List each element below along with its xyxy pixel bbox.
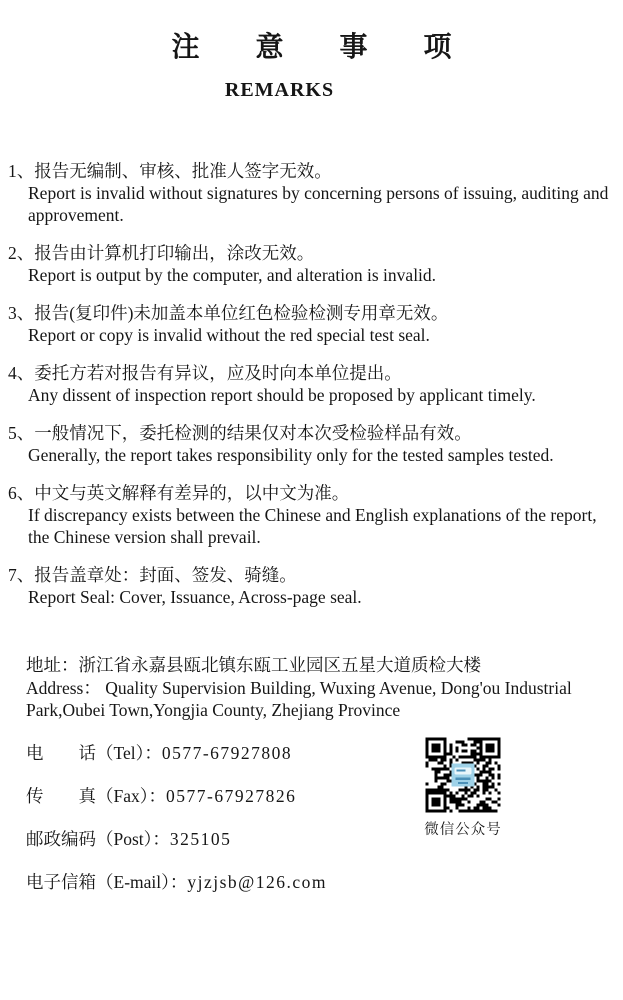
remark-number: 1、 — [8, 161, 35, 181]
contact-label-tel: 电 话（Tel）： — [26, 742, 162, 763]
remark-zh-line — [8, 242, 613, 264]
remark-text-zh: 委托方若对报告有异议，应及时向本单位提出。 — [34, 363, 402, 383]
remark-text-zh: 报告无编制、审核、批准人签字无效。 — [34, 161, 332, 181]
wechat-qr-code-icon — [424, 736, 502, 814]
remark-item-2 — [8, 242, 613, 286]
remark-text-zh: 中文与英文解释有差异的，以中文为准。 — [34, 483, 350, 503]
remark-item-5 — [8, 422, 613, 466]
remark-text-zh: 报告由计算机打印输出，涂改无效。 — [34, 243, 315, 263]
remark-number: 7、 — [8, 565, 35, 585]
contact-value-tel: 0577-67927808 — [161, 742, 293, 763]
remarks-list — [0, 160, 623, 608]
remark-zh-line — [8, 362, 613, 384]
contact-row-tel — [26, 742, 613, 764]
contact-row-post — [26, 828, 613, 850]
remark-zh-line — [8, 482, 613, 504]
remark-zh-line — [8, 564, 613, 586]
remark-text-en: Report is output by the computer, and alteration is invalid. — [28, 265, 437, 285]
address-line-en: Address： Quality Supervision Building, Wuxing Avenue, Dong'ou Industrial Park,Oubei Town,Yongjia County, Zhejiang Province — [26, 677, 572, 720]
page-title-en: REMARKS — [224, 79, 335, 101]
contact-label-email: 电子信箱（E-mail）： — [26, 871, 188, 892]
address-line-zh: 地址：浙江省永嘉县瓯北镇东瓯工业园区五星大道质检大楼 — [26, 655, 481, 675]
remark-text-en: Report Seal: Cover, Issuance, Across-page seal. — [28, 587, 362, 607]
remark-zh-line — [8, 422, 613, 444]
contact-row-fax — [26, 785, 613, 807]
remark-text-en: If discrepancy exists between the Chinese and English explanations of the report, the Chinese version shall prevail. — [28, 505, 597, 547]
remark-text-zh: 报告盖章处：封面、签发、骑缝。 — [34, 565, 297, 585]
remark-text-en: Report or copy is invalid without the red special test seal. — [28, 325, 430, 345]
remark-item-1 — [8, 160, 613, 226]
remark-text-en: Report is invalid without signatures by concerning persons of issuing, auditing and approvement. — [28, 183, 609, 225]
remark-number: 3、 — [8, 303, 35, 323]
contact-label-post: 邮政编码（Post）： — [26, 828, 170, 849]
remark-item-6 — [8, 482, 613, 548]
remark-item-3 — [8, 302, 613, 346]
contact-value-email: yjzjsb@126.com — [187, 871, 328, 892]
wechat-qr-caption: 微信公众号 — [424, 822, 502, 838]
remark-number: 6、 — [8, 483, 35, 503]
wechat-qr-block — [424, 736, 502, 839]
remark-item-4 — [8, 362, 613, 406]
remark-zh-line — [8, 160, 613, 182]
remark-number: 4、 — [8, 363, 35, 383]
remark-text-zh: 一般情况下，委托检测的结果仅对本次受检验样品有效。 — [34, 423, 472, 443]
remark-text-en: Generally, the report takes responsibility only for the tested samples tested. — [28, 445, 554, 465]
page-title-zh: 注意事项 — [171, 32, 508, 63]
contact-list — [26, 742, 613, 893]
remark-item-7 — [8, 564, 613, 608]
remark-number: 2、 — [8, 243, 35, 263]
contact-row-email — [26, 871, 613, 893]
footer-block — [0, 654, 623, 893]
contact-value-post: 325105 — [169, 828, 232, 849]
contact-value-fax: 0577-67927826 — [166, 785, 297, 806]
remark-number: 5、 — [8, 423, 35, 443]
remark-text-zh: 报告(复印件)未加盖本单位红色检验检测专用章无效。 — [34, 303, 449, 323]
contact-label-fax: 传 真（Fax）： — [26, 785, 166, 806]
remark-text-en: Any dissent of inspection report should be proposed by applicant timely. — [28, 385, 536, 405]
remark-zh-line — [8, 302, 613, 324]
